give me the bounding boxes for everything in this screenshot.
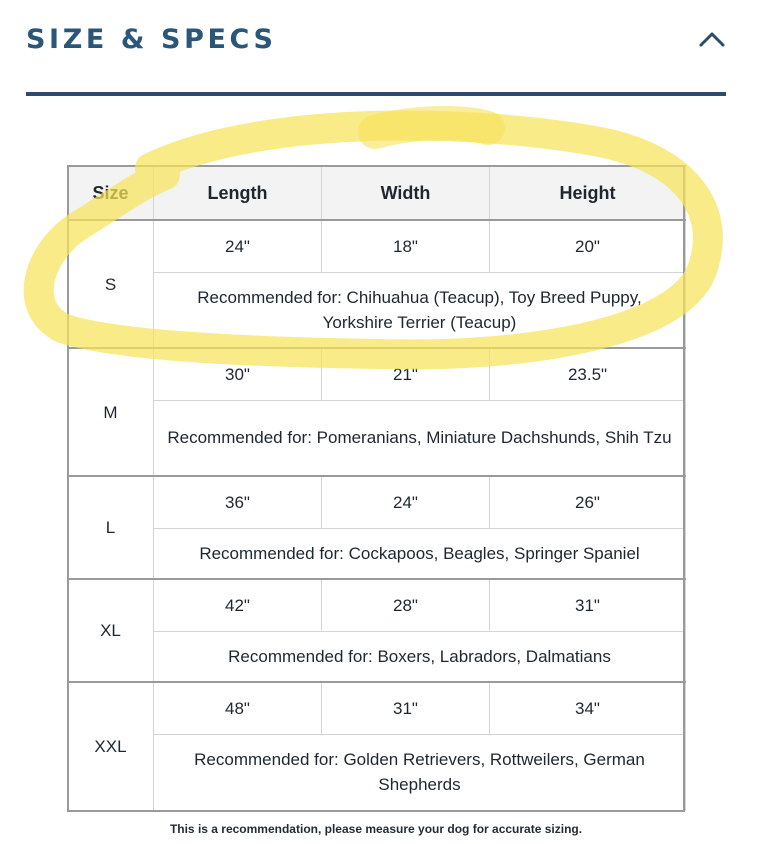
length-cell: 48" <box>154 682 322 734</box>
height-cell: 23.5" <box>490 348 686 400</box>
size-cell: M <box>68 348 154 476</box>
width-cell: 31" <box>322 682 490 734</box>
recommended-breeds: Recommended for: Boxers, Labradors, Dalmatians <box>154 631 686 682</box>
table-row <box>68 528 686 579</box>
length-cell: 24" <box>154 220 322 272</box>
width-cell: 18" <box>322 220 490 272</box>
sizing-disclaimer: This is a recommendation, please measure your dog for accurate sizing. <box>169 822 583 836</box>
column-header-length: Length <box>154 166 322 220</box>
height-cell: 26" <box>490 476 686 528</box>
table-row <box>68 348 686 400</box>
recommended-breeds: Recommended for: Chihuahua (Teacup), Toy Breed Puppy, Yorkshire Terrier (Teacup) <box>154 272 686 348</box>
column-header-width: Width <box>322 166 490 220</box>
length-cell: 30" <box>154 348 322 400</box>
recommended-breeds: Recommended for: Golden Retrievers, Rottweilers, German Shepherds <box>154 734 686 810</box>
size-cell: S <box>68 220 154 348</box>
chevron-up-icon[interactable] <box>698 24 726 52</box>
height-cell: 34" <box>490 682 686 734</box>
column-header-size: Size <box>68 166 154 220</box>
size-cell: XL <box>68 579 154 682</box>
table-row <box>68 631 686 682</box>
length-cell: 36" <box>154 476 322 528</box>
section-divider <box>26 92 726 96</box>
recommended-breeds: Recommended for: Pomeranians, Miniature Dachshunds, Shih Tzu <box>154 400 686 476</box>
size-chart-table <box>67 165 686 811</box>
table-row <box>68 476 686 528</box>
table-row <box>68 682 686 734</box>
column-header-height: Height <box>490 166 686 220</box>
width-cell: 24" <box>322 476 490 528</box>
length-cell: 42" <box>154 579 322 631</box>
width-cell: 28" <box>322 579 490 631</box>
section-title: SIZE & SPECS <box>26 24 277 55</box>
size-cell: XXL <box>68 682 154 810</box>
size-cell: L <box>68 476 154 579</box>
width-cell: 21" <box>322 348 490 400</box>
table-header-row <box>68 166 686 220</box>
table-row <box>68 272 686 348</box>
table-row <box>68 579 686 631</box>
height-cell: 20" <box>490 220 686 272</box>
table-row <box>68 734 686 810</box>
recommended-breeds: Recommended for: Cockapoos, Beagles, Springer Spaniel <box>154 528 686 579</box>
table-row <box>68 400 686 476</box>
size-specs-accordion-header[interactable] <box>26 18 726 62</box>
height-cell: 31" <box>490 579 686 631</box>
table-row <box>68 220 686 272</box>
